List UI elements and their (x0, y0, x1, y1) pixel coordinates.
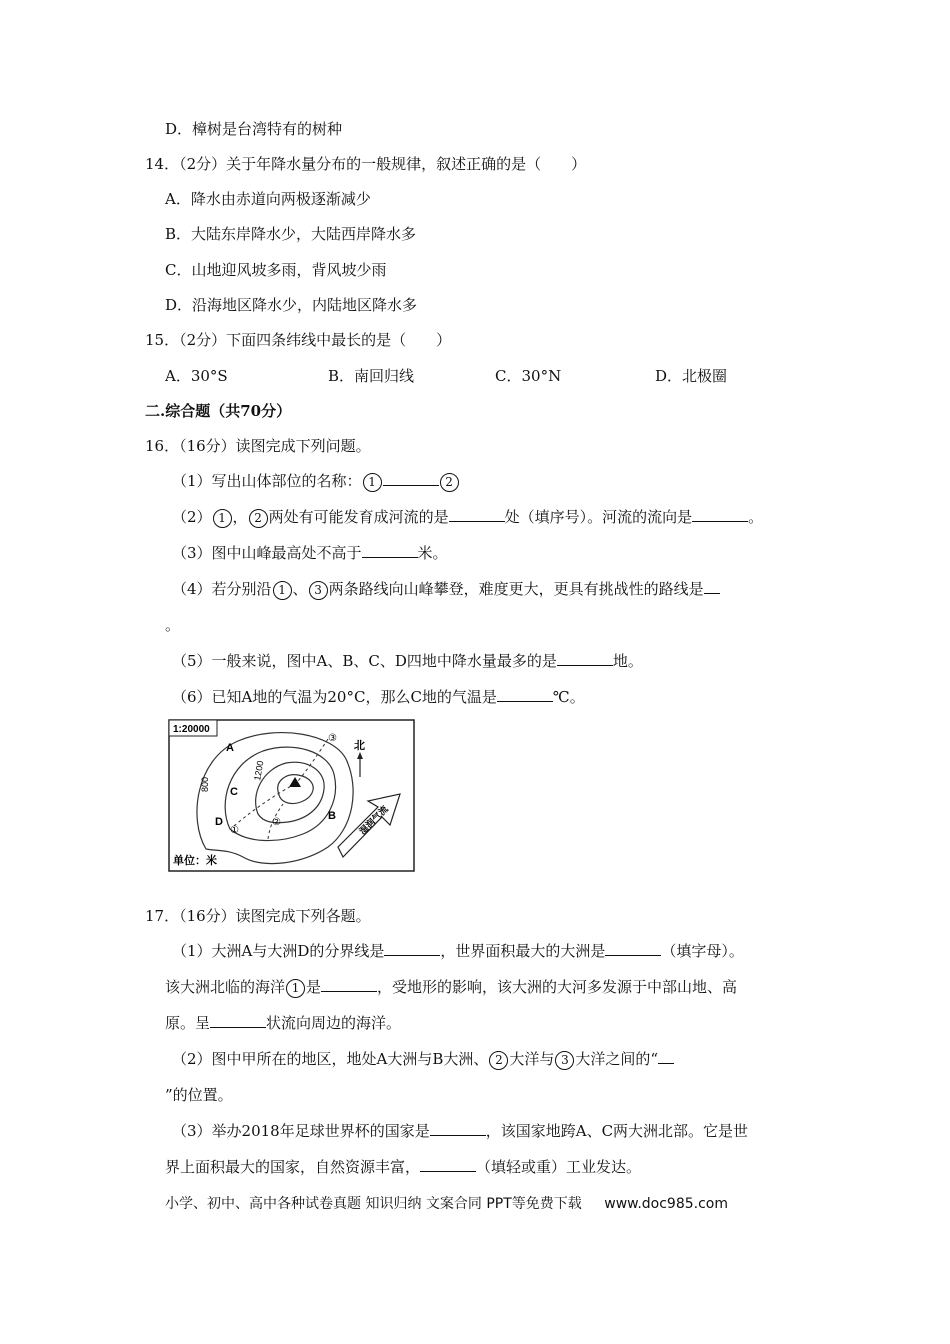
marker-2: ② (272, 817, 281, 828)
q17-part1-c: （填字母）。 (661, 942, 744, 960)
q17-part2 (172, 1048, 674, 1070)
q14-option-a: A．降水由赤道向两极逐渐减少 (165, 190, 371, 208)
q15-stem: 15．（2分）下面四条纬线中最长的是（ ） (145, 331, 452, 349)
q16-part3-a: （3）图中山峰最高处不高于 (172, 544, 362, 562)
q15-option-a: A．30°S (165, 367, 228, 385)
q17-part1b-c: ，受地形的影响，该大洲的大河多发源于中部山地、高 (377, 978, 738, 996)
q16-part5-b: 地。 (612, 652, 643, 670)
answer-blank[interactable] (383, 471, 439, 486)
q16-part3 (172, 542, 448, 563)
circled-1: 1 (363, 473, 382, 492)
q14-option-c: C．山地迎风坡多雨，背风坡少雨 (165, 261, 387, 279)
answer-blank[interactable] (497, 687, 553, 702)
airflow-label: 湿润气流 (358, 804, 391, 838)
unit-label: 单位：米 (173, 854, 217, 867)
q16-part2-a: （2） (172, 508, 212, 526)
circled-3: 3 (309, 581, 328, 600)
q16-part4-b: 、 (292, 580, 308, 598)
q17-part2-b: 大洋与 (509, 1050, 555, 1068)
q17-part3-b: ，该国家地跨A、C两大洲北部。它是世 (485, 1122, 749, 1140)
q17-part1-a: （1）大洲A与大洲D的分界线是 (172, 942, 385, 960)
q17-part2-c: 大洋之间的“ (575, 1050, 659, 1068)
q16-stem: 16．（16分）读图完成下列问题。 (145, 437, 371, 455)
q16-part1 (172, 470, 460, 492)
footer-text: 小学、初中、高中各种试卷真题 知识归纳 文案合同 PPT等免费下载 (165, 1196, 582, 1212)
q17-part3b-b: （填轻或重）工业发达。 (476, 1158, 642, 1176)
q16-part2-c: 两处有可能发育成河流的是 (268, 508, 449, 526)
answer-blank[interactable] (210, 1013, 266, 1028)
q13-option-d: D．樟树是台湾特有的树种 (165, 120, 343, 138)
contour-map (168, 719, 415, 872)
q17-part2-end: ”的位置。 (165, 1086, 233, 1104)
q14-stem: 14．（2分）关于年降水量分布的一般规律，叙述正确的是（ ） (145, 155, 587, 173)
q17-part1-b: ，世界面积最大的大洲是 (440, 942, 606, 960)
q17-part1-line3 (165, 1012, 401, 1033)
q14-option-d: D．沿海地区降水少，内陆地区降水多 (165, 296, 418, 314)
answer-blank[interactable] (692, 507, 748, 522)
q16-part6-b: ℃。 (552, 688, 585, 706)
point-a: A (226, 742, 234, 754)
q16-part3-b: 米。 (417, 544, 448, 562)
q16-part4-a: （4）若分别沿 (172, 580, 272, 598)
footer-url[interactable]: www.doc985.com (604, 1196, 728, 1212)
q14-option-b: B．大陆东岸降水少，大陆西岸降水多 (165, 225, 417, 243)
q17-stem: 17．（16分）读图完成下列各题。 (145, 907, 371, 925)
q16-part4-c: 两条路线向山峰攀登，难度更大，更具有挑战性的路线是 (328, 580, 704, 598)
q16-part2-b: ， (232, 508, 248, 526)
scale-label: 1:20000 (173, 724, 210, 735)
contour-label-800: 800 (200, 776, 210, 792)
answer-blank[interactable] (384, 941, 440, 956)
q16-part6 (172, 686, 585, 707)
q16-part2-e: 。 (748, 508, 764, 526)
answer-blank[interactable] (605, 941, 661, 956)
q16-part2-d: 处（填序号）。河流的流向是 (504, 508, 693, 526)
north-label: 北 (354, 739, 365, 752)
answer-blank[interactable] (420, 1157, 476, 1172)
q16-part6-a: （6）已知A地的气温为20°C，那么C地的气温是 (172, 688, 497, 706)
q17-part1 (172, 940, 744, 961)
point-b: B (328, 810, 336, 822)
point-c: C (230, 786, 238, 798)
q15-option-b: B．南回归线 (328, 367, 415, 385)
answer-blank[interactable] (704, 579, 720, 594)
circled-3: 3 (555, 1051, 574, 1070)
q17-part3 (172, 1120, 748, 1141)
q17-part3-line2 (165, 1156, 641, 1177)
q17-part1-line2 (165, 976, 737, 998)
q17-part1c-a: 原。呈 (165, 1014, 211, 1032)
q17-part1b-a: 该大洲北临的海洋 (165, 978, 286, 996)
circled-2: 2 (249, 509, 268, 528)
point-d: D (215, 816, 223, 828)
q15-option-d: D．北极圈 (655, 367, 728, 385)
q16-part2 (172, 506, 763, 528)
contour-label-1200: 1200 (252, 759, 266, 782)
answer-blank[interactable] (557, 651, 613, 666)
q16-part1-text: （1）写出山体部位的名称： (172, 472, 362, 490)
circled-2: 2 (489, 1051, 508, 1070)
answer-blank[interactable] (449, 507, 505, 522)
q17-part3-a: （3）举办2018年足球世界杯的国家是 (172, 1122, 430, 1140)
answer-blank[interactable] (430, 1121, 486, 1136)
circled-1: 1 (286, 979, 305, 998)
q17-part1b-b: 是 (306, 978, 322, 996)
q17-part2-a: （2）图中甲所在的地区，地处A大洲与B大洲、 (172, 1050, 489, 1068)
circled-1: 1 (273, 581, 292, 600)
q16-part4 (172, 578, 720, 600)
marker-1: ① (230, 825, 239, 836)
q16-part5 (172, 650, 643, 671)
q15-option-c: C．30°N (495, 367, 562, 385)
q16-part5-a: （5）一般来说，图中A、B、C、D四地中降水量最多的是 (172, 652, 557, 670)
answer-blank[interactable] (362, 543, 418, 558)
footer (165, 1193, 728, 1213)
q17-part3b-a: 界上面积最大的国家，自然资源丰富， (165, 1158, 421, 1176)
answer-blank[interactable] (658, 1049, 674, 1064)
answer-blank[interactable] (321, 977, 377, 992)
circled-1: 1 (213, 509, 232, 528)
q17-part1c-b: 状流向周边的海洋。 (266, 1014, 402, 1032)
section-title: 二.综合题（共70分） (145, 402, 292, 420)
marker-3: ③ (328, 733, 337, 744)
q16-part4-end: 。 (165, 616, 181, 634)
circled-2: 2 (440, 473, 459, 492)
